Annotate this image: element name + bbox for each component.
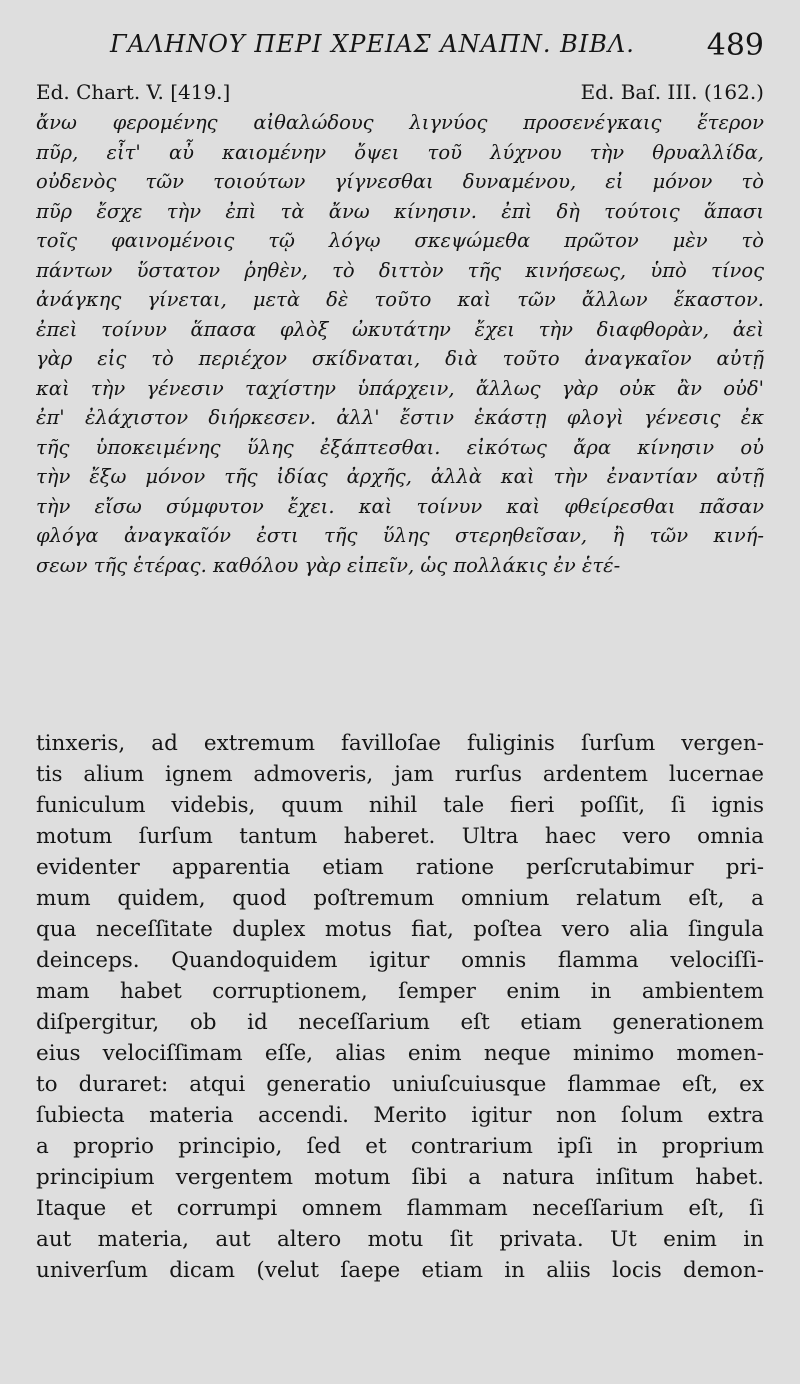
greek-text-line: ἐπεὶ τοίνυν ἅπασα φλὸξ ὠκυτάτην ἔχει τὴν διαφθορὰν, ἀεὶ: [36, 317, 764, 341]
latin-text-line: deinceps. Quandoquidem igitur omnis flamma velociſſi-: [36, 948, 764, 973]
greek-text-line: πῦρ, εἶτ' αὖ καιομένην ὄψει τοῦ λύχνου τὴν θρυαλλίδα,: [36, 140, 764, 164]
greek-text-line: τοῖς φαινομένοις τῷ λόγῳ σκεψώμεθα πρῶτον μὲν τὸ: [36, 229, 764, 252]
latin-text-line: diſpergitur, ob id neceſſarium eſt etiam generationem: [36, 1010, 764, 1035]
greek-text-line: σεων τῆς ἑτέρας. καθόλου γὰρ εἰπεῖν, ὡς πολλάκις ἐν ἑτέ-: [36, 553, 621, 577]
latin-text-line: eius velociſſimam eſſe, alias enim neque minimo momen-: [36, 1041, 764, 1066]
greek-text-line: καὶ τὴν γένεσιν ταχίστην ὑπάρχειν, ἄλλως γὰρ οὐκ ἂν οὐδ': [36, 376, 764, 400]
greek-text-line: ἐπ' ἐλάχιστον διήρκεσεν. ἀλλ' ἔστιν ἑκάστῃ φλογὶ γένεσις ἐκ: [36, 406, 764, 429]
edition-reference-chart: Ed. Chart. V. [419.]: [36, 80, 231, 104]
page-number: 489: [706, 28, 764, 63]
latin-text-line: univerſum dicam (velut ſaepe etiam in aliis locis demon-: [36, 1258, 764, 1283]
greek-text-line: ἄνω φερομένης αἰθαλώδους λιγνύος προσενέγκαις ἕτερον: [36, 111, 764, 134]
greek-text-line: τὴν εἴσω σύμφυτον ἔχει. καὶ τοίνυν καὶ φθείρεσθαι πᾶσαν: [36, 494, 764, 518]
running-head: ΓΑΛΗΝΟΥ ΠΕΡΙ ΧΡΕΙΑΣ ΑΝΑΠΝ. ΒΙΒΛ.: [110, 30, 635, 58]
latin-text-line: principium vergentem motum ſibi a natura inſitum habet.: [36, 1165, 764, 1190]
greek-text-line: πῦρ ἔσχε τὴν ἐπὶ τὰ ἄνω κίνησιν. ἐπὶ δὴ τούτοις ἅπασι: [36, 199, 764, 223]
latin-text-line: evidenter apparentia etiam ratione perſcrutabimur pri-: [36, 855, 764, 880]
latin-text-line: mum quidem, quod poſtremum omnium relatum eſt, a: [36, 886, 764, 911]
greek-text-line: οὐδενὸς τῶν τοιούτων γίγνεσθαι δυναμένου, εἰ μόνον τὸ: [36, 170, 764, 193]
latin-text-line: mam habet corruptionem, ſemper enim in ambientem: [36, 979, 764, 1004]
latin-translation-block: [36, 728, 764, 1286]
greek-text-line: φλόγα ἀναγκαῖόν ἐστι τῆς ὕλης στερηθεῖσαν, ἢ τῶν κινή-: [36, 524, 764, 547]
latin-text-line: tinxeris, ad extremum favilloſae fuliginis ſurſum vergen-: [36, 731, 764, 756]
latin-text-line: tis alium ignem admoveris, jam rurſus ardentem lucernae: [36, 762, 764, 787]
latin-text-line: motum ſurſum tantum haberet. Ultra haec vero omnia: [36, 824, 764, 849]
latin-text-line: a proprio principio, ſed et contrarium ipſi in proprium: [36, 1134, 764, 1159]
latin-text-line: funiculum videbis, quum nihil tale fieri poſſit, ſi ignis: [36, 793, 764, 818]
greek-text-line: τὴν ἔξω μόνον τῆς ἰδίας ἀρχῆς, ἀλλὰ καὶ τὴν ἐναντίαν αὐτῇ: [36, 465, 764, 488]
greek-text-line: πάντων ὕστατον ῥηθὲν, τὸ διττὸν τῆς κινήσεως, ὑπὸ τίνος: [36, 258, 764, 282]
latin-text-line: to duraret: atqui generatio uniuſcuiusque flammae eſt, ex: [36, 1072, 764, 1097]
latin-text-line: aut materia, aut altero motu ſit privata. Ut enim in: [36, 1227, 764, 1252]
greek-text-line: τῆς ὑποκειμένης ὕλης ἐξάπτεσθαι. εἰκότως ἄρα κίνησιν οὐ: [36, 435, 764, 459]
greek-text-line: γὰρ εἰς τὸ περιέχον σκίδναται, διὰ τοῦτο ἀναγκαῖον αὐτῇ: [36, 347, 764, 370]
greek-text-line: ἀνάγκης γίνεται, μετὰ δὲ τοῦτο καὶ τῶν ἄλλων ἕκαστον.: [36, 288, 764, 311]
edition-reference-basel: Ed. Baſ. III. (162.): [580, 80, 764, 104]
latin-text-line: ſubiecta materia accendi. Merito igitur non ſolum extra: [36, 1103, 764, 1128]
latin-text-line: qua neceſſitate duplex motus fiat, poſtea vero alia ſingula: [36, 917, 764, 942]
greek-text-block: [36, 108, 764, 580]
latin-text-line: Itaque et corrumpi omnem flammam neceſſarium eſt, ſi: [36, 1196, 764, 1221]
